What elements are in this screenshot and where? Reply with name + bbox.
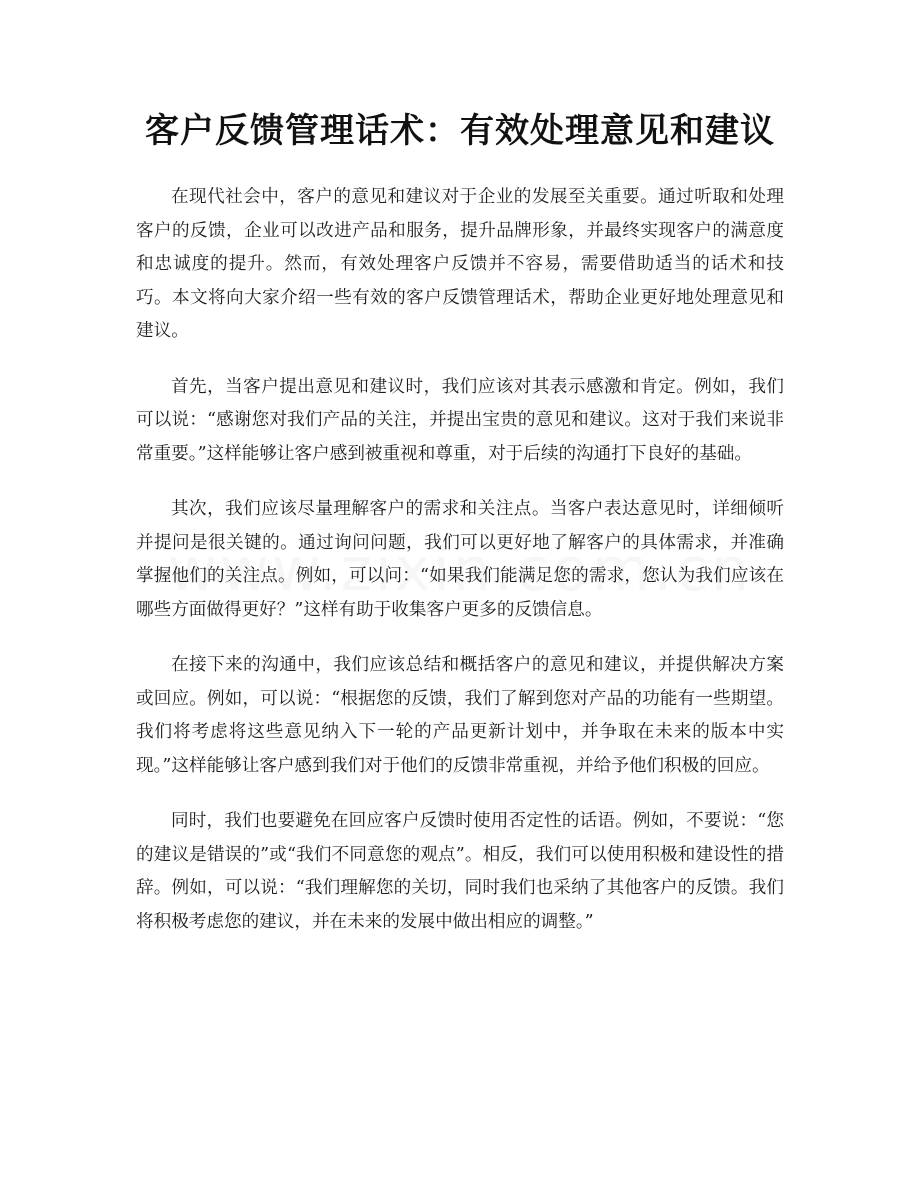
paragraph-intro: 在现代社会中，客户的意见和建议对于企业的发展至关重要。通过听取和处理客户的反馈，企业可以改进产品和服务，提升品牌形象，并最终实现客户的满意度和忠诚度的提升。然而，有效处理客户反馈并不容易，需要借助适当的话术和技巧。本文将向大家介绍一些有效的客户反馈管理话术，帮助企业更好地处理意见和建议。: [136, 187, 784, 341]
document-body: [136, 181, 784, 961]
paragraph-fourth: 同时，我们也要避免在回应客户反馈时使用否定性的话语。例如，不要说：“您的建议是错误的”或“我们不同意您的观点”。相反，我们可以使用积极和建设性的措辞。例如，可以说：“我们理解您的关切，同时我们也采纳了其他客户的反馈。我们将积极考虑您的建议，并在未来的发展中做出相应的调整。”: [136, 811, 784, 932]
paragraph-third: 在接下来的沟通中，我们应该总结和概括客户的意见和建议，并提供解决方案或回应。例如，可以说：“根据您的反馈，我们了解到您对产品的功能有一些期望。我们将考虑将这些意见纳入下一轮的产品更新计划中，并争取在未来的版本中实现。”这样能够让客户感到我们对于他们的反馈非常重视，并给予他们积极的回应。: [136, 655, 784, 776]
page-title: 客户反馈管理话术：有效处理意见和建议: [145, 111, 775, 151]
paragraph-second: 其次，我们应该尽量理解客户的需求和关注点。当客户表达意见时，详细倾听并提问是很关键的。通过询问问题，我们可以更好地了解客户的具体需求，并准确掌握他们的关注点。例如，可以问：“如果我们能满足您的需求，您认为我们应该在哪些方面做得更好？”这样有助于收集客户更多的反馈信息。: [136, 499, 784, 620]
paragraph-first: 首先，当客户提出意见和建议时，我们应该对其表示感激和肯定。例如，我们可以说：“感谢您对我们产品的关注，并提出宝贵的意见和建议。这对于我们来说非常重要。”这样能够让客户感到被重视和尊重，对于后续的沟通打下良好的基础。: [136, 376, 784, 464]
